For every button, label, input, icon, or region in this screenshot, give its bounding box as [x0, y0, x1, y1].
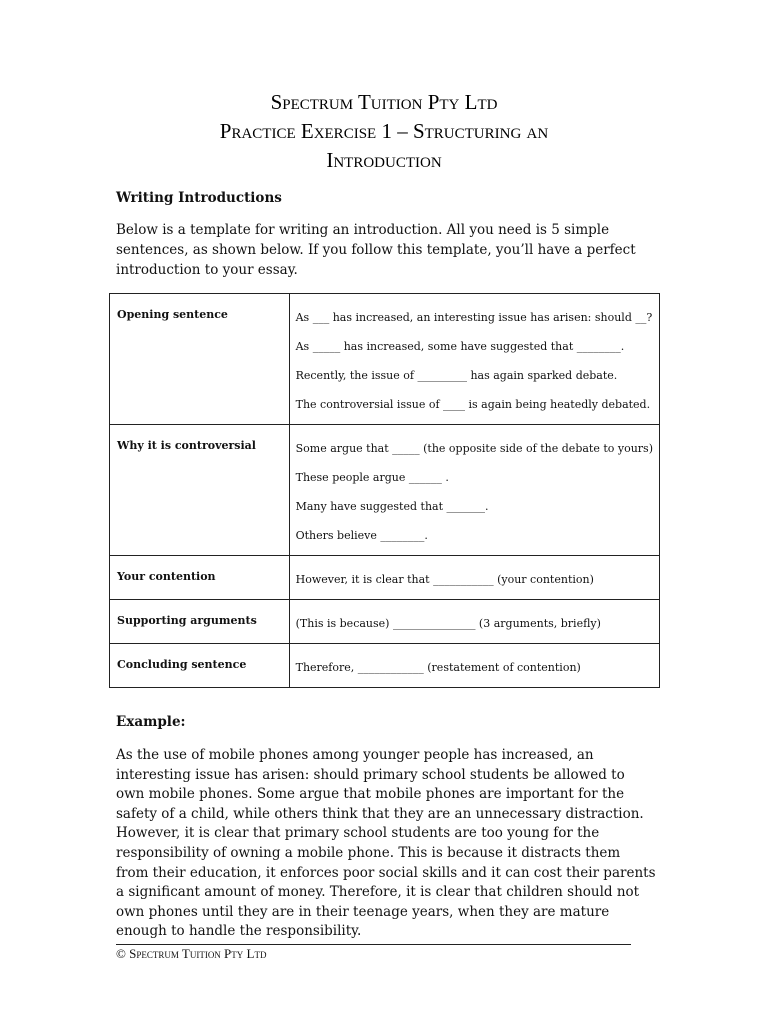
footer-copyright: © Spectrum Tuition Pty Ltd [116, 946, 267, 961]
table-row-opening-sentence [110, 294, 660, 425]
template-option: Some argue that _____ (the opposite side of the debate to yours) [295, 442, 653, 455]
template-option: As ___ has increased, an interesting issue has arisen: should __? [295, 311, 653, 324]
row-label-opening-sentence: Opening sentence [110, 294, 290, 425]
table-row-supporting-arguments [110, 600, 660, 644]
introduction-template-table [109, 293, 660, 688]
template-option: Therefore, ____________ (restatement of contention) [295, 661, 581, 674]
row-options-why-controversial [289, 425, 659, 556]
document-title [0, 88, 768, 175]
row-label-why-controversial: Why it is controversial [110, 425, 290, 556]
title-line-exercise: Practice Exercise 1 – Structuring an [219, 119, 549, 143]
table-row-your-contention [110, 556, 660, 600]
title-line-topic: Introduction [326, 148, 442, 172]
row-options-opening-sentence [289, 294, 659, 425]
table-row-concluding-sentence [110, 644, 660, 688]
template-option: The controversial issue of ____ is again being heatedly debated. [295, 398, 651, 411]
row-label-supporting-arguments: Supporting arguments [110, 600, 290, 644]
row-label-concluding-sentence: Concluding sentence [110, 644, 290, 688]
footer-divider [116, 944, 631, 945]
row-options-your-contention [289, 556, 659, 600]
example-paragraph: As the use of mobile phones among younger people has increased, an interesting issue has arisen: should primary school students be allowed to own mobile phones. Some argue that mobile phones are important for the safety of a child, while others think that they are an unnecessary distraction. However, it is clear that primary school students are too young for the responsibility of owning a mobile phone. This is because it distracts them from their education, it enforces poor social skills and it can cost their parents a significant amount of money. Therefore, it is clear that children should not own phones until they are in their teenage years, when they are mature enough to handle the responsibility. [116, 747, 656, 940]
template-option: Others believe ________. [295, 529, 428, 542]
row-label-your-contention: Your contention [110, 556, 290, 600]
template-option: As _____ has increased, some have suggested that ________. [295, 340, 625, 353]
writing-introductions-paragraph: Below is a template for writing an introduction. All you need is 5 simple sentences, as shown below. If you follow this template, you’ll have a perfect introduction to your essay. [116, 222, 636, 278]
row-options-supporting-arguments [289, 600, 659, 644]
example-heading: Example: [116, 714, 186, 730]
template-option: These people argue ______ . [295, 471, 449, 484]
template-option: Recently, the issue of _________ has again sparked debate. [295, 369, 618, 382]
row-options-concluding-sentence [289, 644, 659, 688]
table-row-why-controversial [110, 425, 660, 556]
title-line-company: Spectrum Tuition Pty Ltd [270, 90, 498, 114]
template-option: Many have suggested that _______. [295, 500, 489, 513]
template-option: (This is because) _______________ (3 arguments, briefly) [295, 617, 601, 630]
writing-introductions-heading: Writing Introductions [116, 190, 282, 206]
template-option: However, it is clear that ___________ (your contention) [295, 573, 594, 586]
